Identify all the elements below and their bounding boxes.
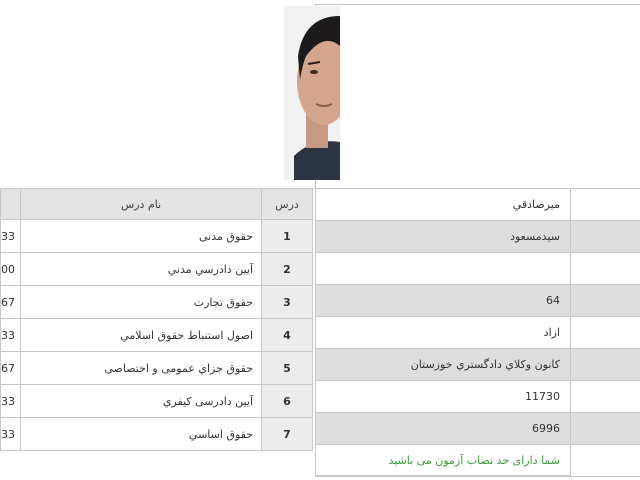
course-number: 4 xyxy=(262,319,313,352)
info-row xyxy=(316,253,640,285)
info-label-cell xyxy=(571,349,640,381)
table-row xyxy=(1,352,313,385)
course-name: حقوق جزاي عمومی و اختصاصی xyxy=(21,352,262,385)
course-score: 67 xyxy=(1,286,21,319)
table-row xyxy=(1,319,313,352)
course-name: آيين دادرسي مدني xyxy=(21,253,262,286)
status-message: شما دارای حد نصاب آزمون می باشید xyxy=(316,445,571,477)
numeric-value: 64 xyxy=(316,285,571,317)
course-name: حقوق تجارت xyxy=(21,286,262,319)
info-row xyxy=(316,285,640,317)
course-name: حقوق مدنی xyxy=(21,220,262,253)
course-score: 33 xyxy=(1,418,21,451)
table-row xyxy=(1,286,313,319)
course-number: 7 xyxy=(262,418,313,451)
table-row xyxy=(1,253,313,286)
info-label-cell xyxy=(571,413,640,445)
table-row xyxy=(1,220,313,253)
info-row xyxy=(316,317,640,349)
scores-header-row xyxy=(1,189,313,220)
info-row xyxy=(316,381,640,413)
empty-field-value xyxy=(316,253,571,285)
course-number: 5 xyxy=(262,352,313,385)
first-name-value: سیدمسعود xyxy=(316,221,571,253)
table-row xyxy=(1,418,313,451)
info-label-cell xyxy=(571,189,640,221)
numeric-value: 11730 xyxy=(316,381,571,413)
course-number-column-header: درس xyxy=(262,189,313,220)
course-score: 67 xyxy=(1,352,21,385)
course-score: 33 xyxy=(1,385,21,418)
course-name-column-header: نام درس xyxy=(21,189,262,220)
bar-association-value: كانون وكلاي دادگستري خوزستان xyxy=(316,349,571,381)
info-label-cell xyxy=(571,445,640,477)
info-label-cell xyxy=(571,317,640,349)
last-name-value: ميرصادقي xyxy=(316,189,571,221)
course-name: اصول استنباط حقوق اسلامي xyxy=(21,319,262,352)
info-label-cell xyxy=(571,221,640,253)
course-score: 33 xyxy=(1,220,21,253)
numeric-value: 6996 xyxy=(316,413,571,445)
course-score: 33 xyxy=(1,319,21,352)
info-label-cell xyxy=(571,253,640,285)
quota-value: ازاد xyxy=(316,317,571,349)
course-number: 6 xyxy=(262,385,313,418)
course-name: آيين دادرسی كيفري xyxy=(21,385,262,418)
candidate-photo xyxy=(284,6,340,180)
info-row xyxy=(316,349,640,381)
course-score: 00 xyxy=(1,253,21,286)
course-name: حقوق اساسي xyxy=(21,418,262,451)
info-row xyxy=(316,445,640,477)
table-row xyxy=(1,385,313,418)
course-number: 3 xyxy=(262,286,313,319)
info-row xyxy=(316,413,640,445)
info-label-cell xyxy=(571,381,640,413)
info-row xyxy=(316,221,640,253)
info-label-cell xyxy=(571,285,640,317)
info-row xyxy=(316,189,640,221)
person-photo-icon xyxy=(284,6,340,180)
candidate-info-table xyxy=(315,188,640,477)
course-scores-table xyxy=(0,188,313,451)
score-column-header xyxy=(1,189,21,220)
course-number: 2 xyxy=(262,253,313,286)
course-number: 1 xyxy=(262,220,313,253)
